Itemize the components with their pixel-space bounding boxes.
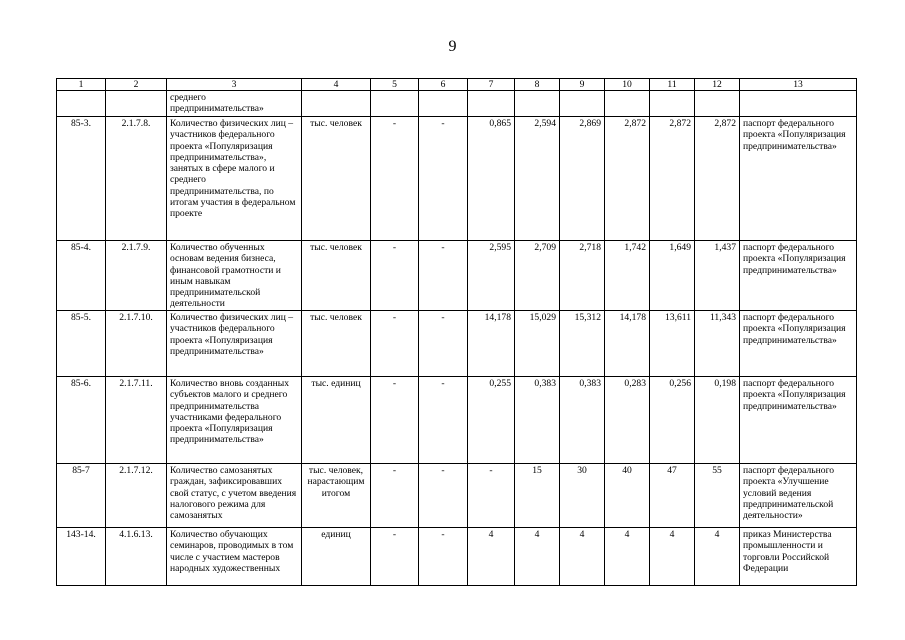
value-col7: - [468,464,515,528]
value-col10: 4 [605,528,650,586]
value-col8 [515,91,560,117]
table-row [57,377,857,464]
source: паспорт федерального проекта «Улучшение условий ведения предпринимательской деятельности» [740,464,857,528]
value-col12: 1,437 [695,241,740,311]
column-header: 3 [167,79,302,91]
value-col5: - [371,464,419,528]
value-col7: 0,255 [468,377,515,464]
unit: тыс. единиц [302,377,371,464]
indicator-name: Количество физических лиц – участников федерального проекта «Популяризация предпринимательства», занятых в сфере малого и среднего предпринимательства, по итогам участия в федеральном проекте [167,117,302,241]
column-header: 11 [650,79,695,91]
column-header: 7 [468,79,515,91]
row-code: 2.1.7.10. [106,311,167,377]
value-col5: - [371,117,419,241]
row-number: 143-14. [57,528,106,586]
value-col11: 47 [650,464,695,528]
row-number: 85-7 [57,464,106,528]
value-col5: - [371,311,419,377]
table-row [57,311,857,377]
value-col8: 2,594 [515,117,560,241]
row-number: 85-3. [57,117,106,241]
value-col6: - [419,311,468,377]
value-col10: 14,178 [605,311,650,377]
value-col10: 0,283 [605,377,650,464]
table-row [57,528,857,586]
table-row [57,91,857,117]
value-col7: 2,595 [468,241,515,311]
row-number: 85-5. [57,311,106,377]
source: паспорт федерального проекта «Популяризация предпринимательства» [740,311,857,377]
indicator-name: Количество обученных основам ведения бизнеса, финансовой грамотности и иным навыкам предпринимательской деятельности [167,241,302,311]
value-col6: - [419,377,468,464]
value-col5: - [371,377,419,464]
unit: единиц [302,528,371,586]
unit: тыс. человек [302,241,371,311]
column-header: 5 [371,79,419,91]
column-header: 4 [302,79,371,91]
value-col9: 2,718 [560,241,605,311]
row-code: 2.1.7.8. [106,117,167,241]
column-header: 10 [605,79,650,91]
value-col5: - [371,528,419,586]
indicator-name: Количество физических лиц – участников федерального проекта «Популяризация предпринимательства» [167,311,302,377]
column-header: 8 [515,79,560,91]
source: приказ Министерства промышленности и торговли Российской Федерации [740,528,857,586]
value-col10: 1,742 [605,241,650,311]
column-header: 1 [57,79,106,91]
indicator-name: Количество самозанятых граждан, зафиксировавших свой статус, с учетом введения налогового режима для самозанятых [167,464,302,528]
value-col11: 13,611 [650,311,695,377]
value-col5 [371,91,419,117]
value-col5: - [371,241,419,311]
value-col12: 55 [695,464,740,528]
value-col11: 4 [650,528,695,586]
source [740,91,857,117]
value-col7 [468,91,515,117]
column-header: 13 [740,79,857,91]
column-header: 2 [106,79,167,91]
unit [302,91,371,117]
row-code: 4.1.6.13. [106,528,167,586]
indicators-table [56,78,857,586]
row-code: 2.1.7.9. [106,241,167,311]
indicator-name: среднего предпринимательства» [167,91,302,117]
value-col9 [560,91,605,117]
unit: тыс. человек [302,311,371,377]
value-col6: - [419,528,468,586]
row-code [106,91,167,117]
value-col11: 1,649 [650,241,695,311]
value-col11: 2,872 [650,117,695,241]
value-col8: 2,709 [515,241,560,311]
value-col8: 0,383 [515,377,560,464]
row-code: 2.1.7.11. [106,377,167,464]
unit: тыс. человек [302,117,371,241]
value-col7: 4 [468,528,515,586]
value-col6 [419,91,468,117]
column-header: 6 [419,79,468,91]
row-code: 2.1.7.12. [106,464,167,528]
value-col7: 0,865 [468,117,515,241]
value-col8: 4 [515,528,560,586]
value-col9: 15,312 [560,311,605,377]
value-col12: 0,198 [695,377,740,464]
value-col12: 2,872 [695,117,740,241]
value-col6: - [419,464,468,528]
row-number: 85-4. [57,241,106,311]
value-col9: 0,383 [560,377,605,464]
value-col6: - [419,117,468,241]
table-row [57,464,857,528]
source: паспорт федерального проекта «Популяризация предпринимательства» [740,241,857,311]
value-col12 [695,91,740,117]
value-col11 [650,91,695,117]
value-col6: - [419,241,468,311]
value-col9: 2,869 [560,117,605,241]
table-header-row [57,79,857,91]
source: паспорт федерального проекта «Популяризация предпринимательства» [740,377,857,464]
row-number: 85-6. [57,377,106,464]
value-col7: 14,178 [468,311,515,377]
value-col8: 15,029 [515,311,560,377]
page-number: 9 [448,38,457,55]
value-col12: 4 [695,528,740,586]
unit: тыс. человек, нарастающим итогом [302,464,371,528]
value-col10: 40 [605,464,650,528]
value-col9: 4 [560,528,605,586]
value-col12: 11,343 [695,311,740,377]
indicator-name: Количество обучающих семинаров, проводимых в том числе с участием мастеров народных художественных [167,528,302,586]
value-col10: 2,872 [605,117,650,241]
row-number [57,91,106,117]
table-row [57,117,857,241]
source: паспорт федерального проекта «Популяризация предпринимательства» [740,117,857,241]
indicator-name: Количество вновь созданных субъектов малого и среднего предпринимательства участниками федерального проекта «Популяризация предпринимательства» [167,377,302,464]
column-header: 12 [695,79,740,91]
value-col10 [605,91,650,117]
value-col8: 15 [515,464,560,528]
table-row [57,241,857,311]
column-header: 9 [560,79,605,91]
value-col11: 0,256 [650,377,695,464]
value-col9: 30 [560,464,605,528]
